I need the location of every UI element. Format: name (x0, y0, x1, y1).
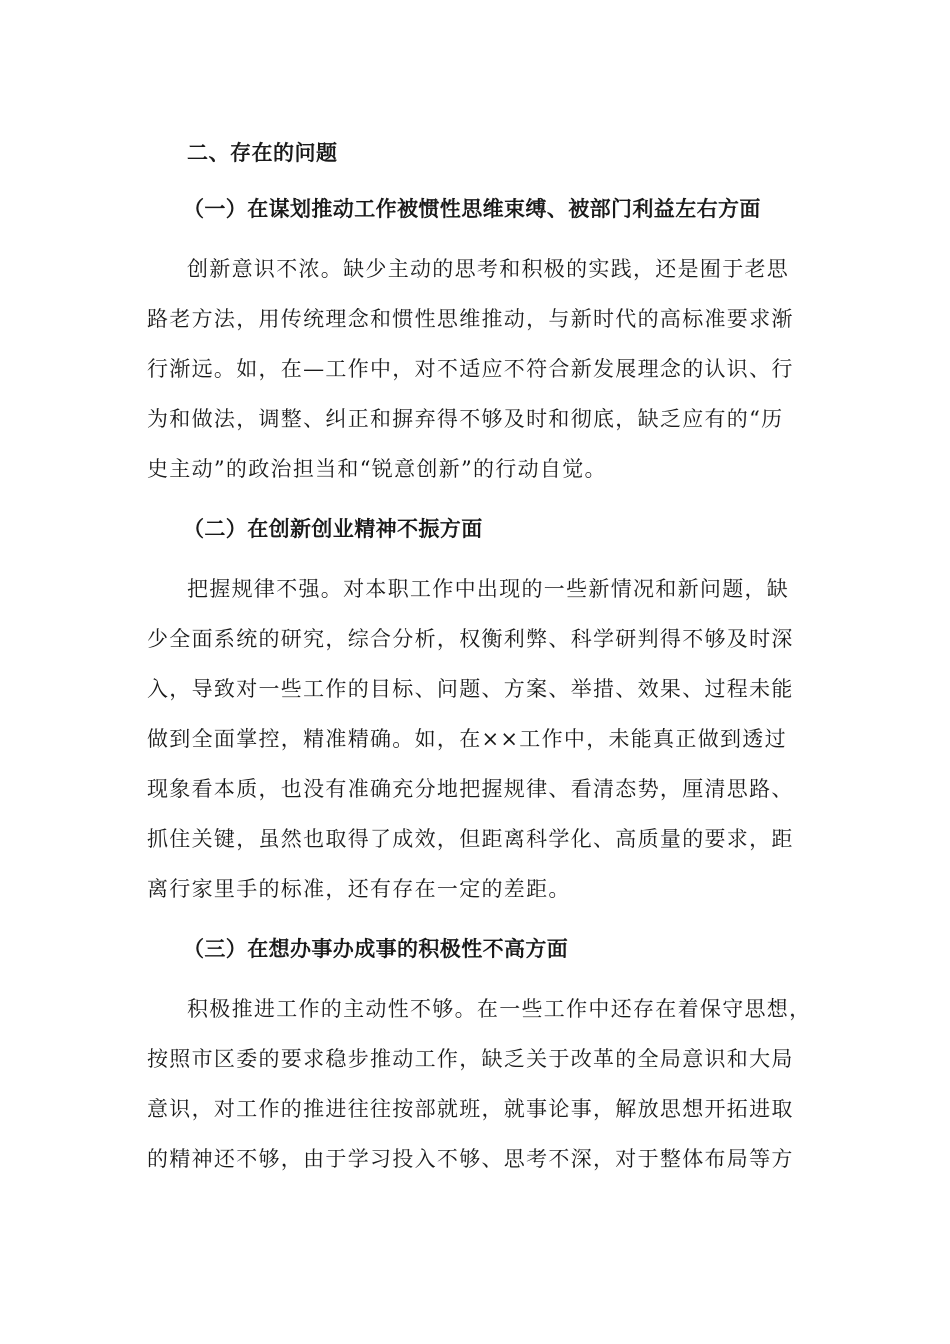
subsection-heading-1: （一）在谋划推动工作被惯性思维束缚、被部门利益左右方面 (183, 196, 761, 221)
paragraph-line: 入，导致对一些工作的目标、问题、方案、举措、效果、过程未能 (147, 677, 794, 701)
subsection-heading-3: （三）在想办事办成事的积极性不高方面 (183, 936, 569, 961)
paragraph-line: 行渐远。如，在—工作中，对不适应不符合新发展理念的认识、行 (147, 357, 794, 381)
paragraph-line: 离行家里手的标准，还有存在一定的差距。 (147, 877, 571, 901)
document-page (147, 128, 812, 1194)
paragraph-line: 意识，对工作的推进往往按部就班，就事论事，解放思想开拓进取 (147, 1097, 794, 1121)
paragraph-2 (147, 564, 807, 914)
paragraph-line: 创新意识不浓。缺少主动的思考和积极的实践，还是囿于老思 (187, 257, 790, 281)
paragraph-3 (147, 984, 812, 1184)
paragraph-line: 史主动”的政治担当和“锐意创新”的行动自觉。 (147, 457, 607, 481)
paragraph-line: 的精神还不够，由于学习投入不够、思考不深，对于整体布局等方 (147, 1147, 794, 1171)
paragraph-line: 做到全面掌控，精准精确。如，在××工作中，未能真正做到透过 (147, 727, 787, 751)
paragraph-line: 现象看本质，也没有准确充分地把握规律、看清态势，厘清思路、 (147, 777, 794, 801)
paragraph-line: 按照市区委的要求稳步推动工作，缺乏关于改革的全局意识和大局 (147, 1047, 794, 1071)
paragraph-line: 把握规律不强。对本职工作中出现的一些新情况和新问题，缺 (187, 577, 790, 601)
paragraph-line: 积极推进工作的主动性不够。在一些工作中还存在着保守思想， (187, 997, 812, 1021)
paragraph-line: 抓住关键，虽然也取得了成效，但距离科学化、高质量的要求，距 (147, 827, 794, 851)
paragraph-line: 为和做法，调整、纠正和摒弃得不够及时和彻底，缺乏应有的“历 (147, 407, 784, 431)
subsection-heading-2: （二）在创新创业精神不振方面 (183, 516, 483, 541)
paragraph-line: 路老方法，用传统理念和惯性思维推动，与新时代的高标准要求渐 (147, 307, 794, 331)
section-title: 二、存在的问题 (187, 140, 338, 165)
paragraph-line: 少全面系统的研究，综合分析，权衡利弊、科学研判得不够及时深 (147, 627, 794, 651)
paragraph-1 (147, 244, 807, 494)
